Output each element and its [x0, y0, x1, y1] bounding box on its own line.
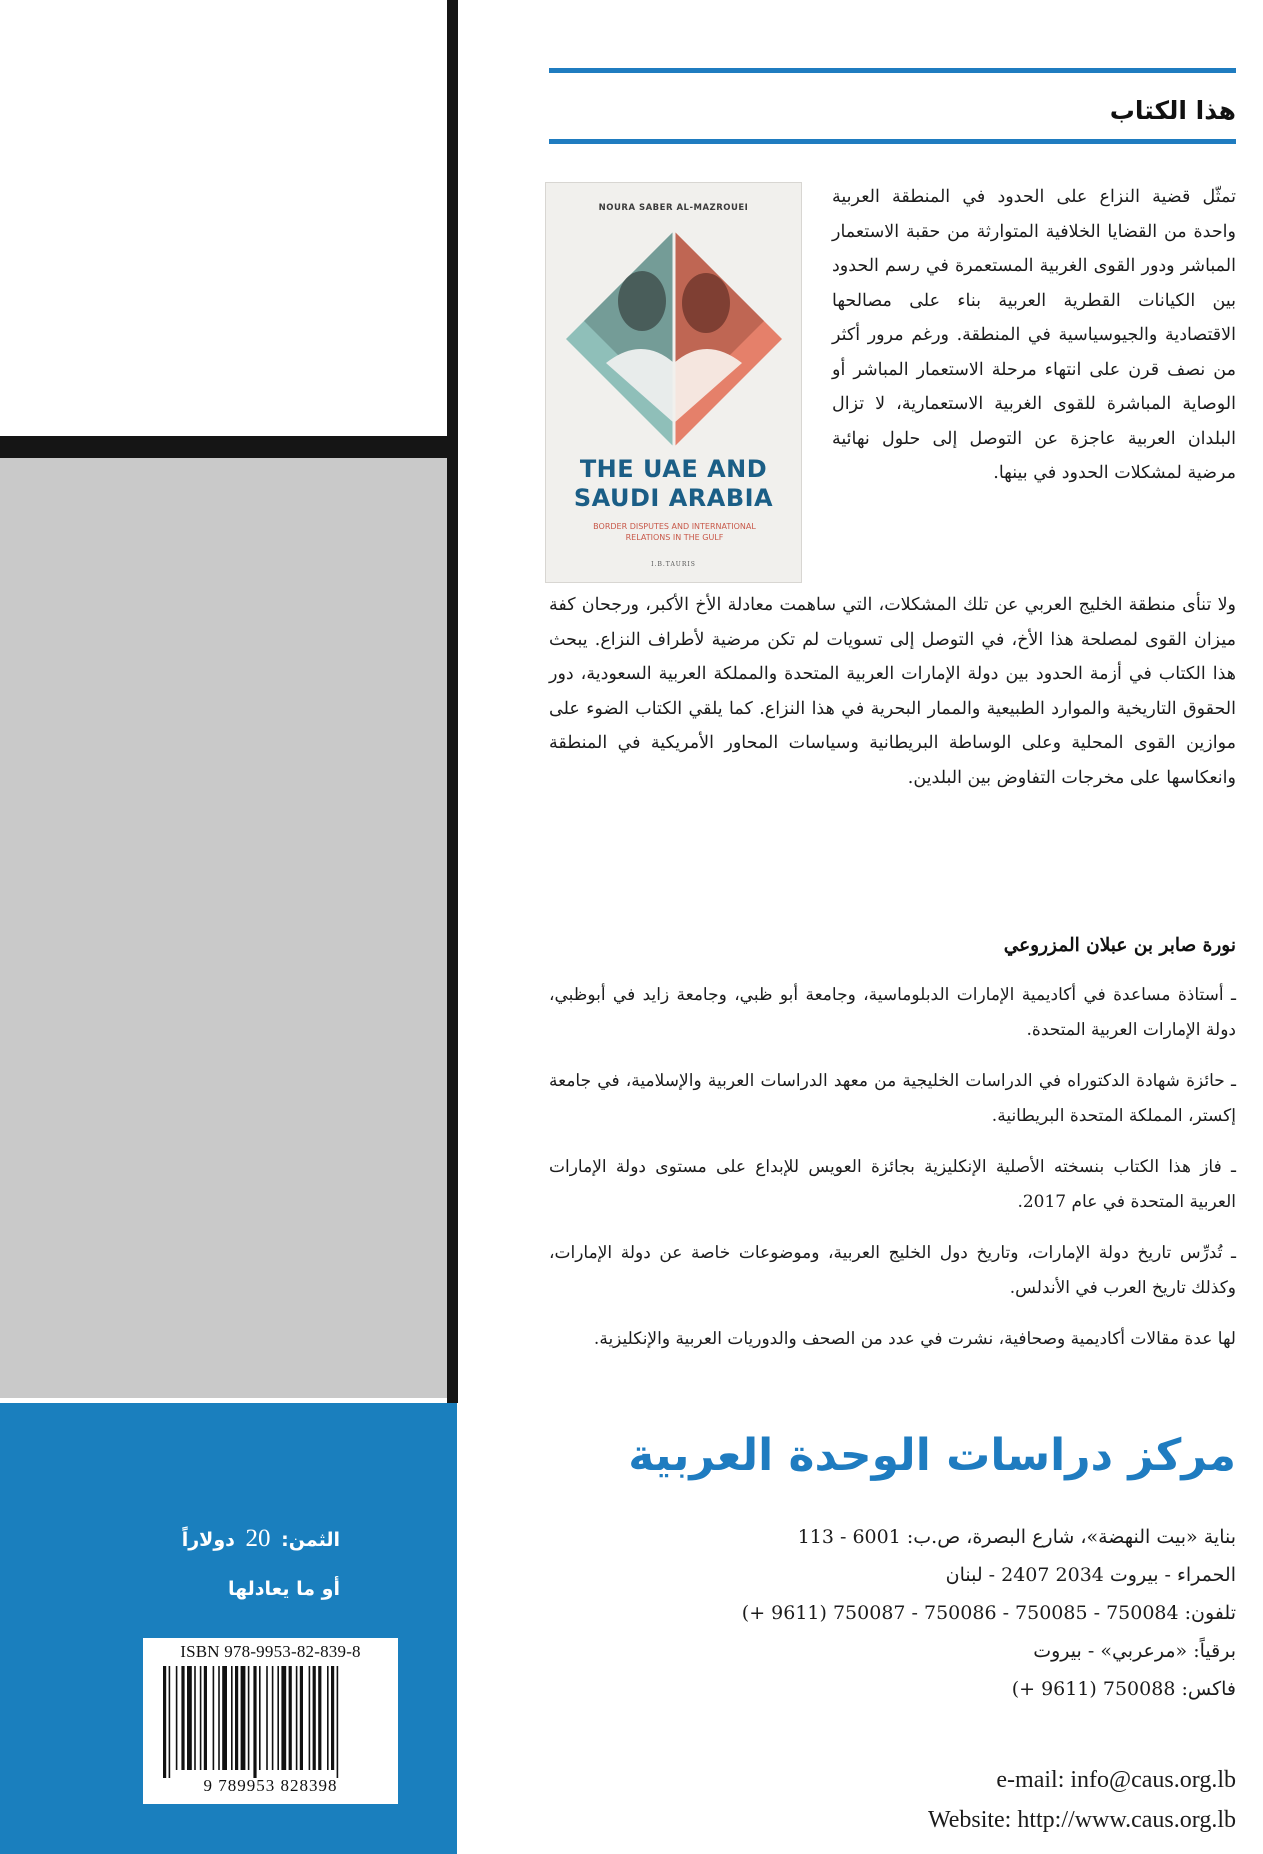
cover-subtitle: BORDER DISPUTES AND INTERNATIONAL RELATIONS IN THE GULF: [593, 522, 756, 542]
barcode-bar: [213, 1666, 215, 1770]
price: [150, 1525, 340, 1553]
horizontal-black-rule: [0, 436, 452, 458]
cover-portraits-image: [546, 223, 802, 455]
barcode-bar: [231, 1666, 233, 1770]
barcode-bar: [331, 1666, 334, 1770]
barcode-bar: [309, 1666, 311, 1770]
barcode-bar: [296, 1666, 298, 1770]
barcode-bar: [222, 1666, 227, 1770]
cover-title-line-1: THE UAE AND: [579, 455, 768, 483]
barcode-bar: [235, 1666, 238, 1770]
barcode-bar: [218, 1666, 220, 1770]
barcode-box: [143, 1638, 398, 1804]
barcode-bar: [200, 1666, 202, 1770]
author-bio: [549, 978, 1236, 1374]
email-line: e-mail: info@caus.org.lb: [996, 1767, 1236, 1793]
telegram-line: برقياً: «مرعربي» - بيروت: [1033, 1640, 1236, 1662]
barcode-bar: [176, 1666, 178, 1770]
publisher-contact: [600, 1518, 1236, 1708]
barcode-bar: [337, 1666, 339, 1778]
barcode-bar: [253, 1666, 256, 1778]
barcode-icon: [161, 1666, 381, 1778]
bio-item: ـ فاز هذا الكتاب بنسخته الأصلية الإنكليزية بجائزة العويس للإبداع على مستوى دولة الإمارات العربية المتحدة في عام 2017.: [549, 1157, 1236, 1212]
barcode-bar: [169, 1666, 171, 1778]
price-equivalent: أو ما يعادلها: [227, 1578, 340, 1600]
isbn: ISBN 978-9953-82-839-8: [180, 1642, 361, 1661]
bio-item: ـ حائزة شهادة الدكتوراه في الدراسات الخليجية من معهد الدراسات العربية والإسلامية، في جامعة إكستر، المملكة المتحدة البريطانية.: [549, 1071, 1236, 1126]
barcode-bar: [327, 1666, 329, 1770]
barcode-bar: [277, 1666, 279, 1770]
barcode-bar: [313, 1666, 316, 1770]
phone-line: تلفون: 750084 - 750085 - 750086 - 750087 (9611 +): [741, 1602, 1236, 1624]
bio-item: لها عدة مقالات أكاديمية وصحافية، نشرت في عدد من الصحف والدوريات العربية والإنكليزية.: [593, 1329, 1236, 1349]
section-title: هذا الكتاب: [1109, 96, 1236, 125]
author-name: نورة صابر بن عبلان المزروعي: [1003, 935, 1236, 956]
barcode-bar: [300, 1666, 303, 1770]
fax-line: فاكس: 750088 (9611 +): [1011, 1678, 1236, 1700]
barcode-bar: [204, 1666, 207, 1770]
left-gray-block: [0, 456, 447, 1398]
barcode-bar: [163, 1666, 166, 1778]
description-paragraph-2: ولا تنأى منطقة الخليج العربي عن تلك المشكلات، التي ساهمت معادلة الأخ الأكبر، ورجحان كفة ميزان القوى لمصلحة هذا الأخ، في التوصل إلى تسويات لم تكن مرضية لأطراف النزاع. يبحث هذا الكتاب في أزمة الحدود بين دولة الإمارات العربية المتحدة والمملكة العربية السعودية، دور الحقوق التاريخية والموارد الطبيعية والممار البحرية في هذا النزاع. كما يلقي الكتاب الضوء على موازين القوى المحلية وعلى الوساطة البريطانية وسياسات المحاور الأمريكية في المنطقة وانعكاسها على مخرجات التفاوض بين البلدين.: [549, 595, 1236, 788]
publisher-online: [600, 1760, 1236, 1840]
top-blue-rule: [549, 68, 1236, 73]
barcode-bar: [289, 1666, 292, 1770]
website-line: Website: http://www.caus.org.lb: [927, 1807, 1236, 1833]
barcode-bar: [281, 1666, 286, 1770]
price-unit: دولاراً: [181, 1529, 235, 1551]
barcode-bar: [272, 1666, 274, 1770]
left-white-block: [0, 0, 447, 437]
title-blue-rule: [549, 139, 1236, 144]
address-line-1: بناية «بيت النهضة»، شارع البصرة، ص.ب: 6001 - 113: [797, 1526, 1236, 1548]
barcode-bar: [259, 1666, 261, 1770]
description-paragraph-1: تمثّل قضية النزاع على الحدود في المنطقة العربية واحدة من القضايا الخلافية المتوارثة من حقبة الاستعمار المباشر ودور القوى الغربية المستعمرة في رسم الحدود بين الكيانات القطرية العربية بناء على مصالحها الاقتصادية والجيوسياسية في المنطقة. ورغم مرور أكثر من نصف قرن على انتهاء مرحلة الاستعمار المباشر أو الوصاية المباشرة للقوى الغربية الاستعمارية، لا تزال البلدان العربية عاجزة عن التوصل إلى حلول نهائية مرضية لمشكلات الحدود في بينها.: [832, 187, 1236, 483]
barcode-bar: [194, 1666, 196, 1770]
barcode-bar: [248, 1666, 250, 1770]
book-cover: [545, 182, 802, 583]
bio-item: ـ أستاذة مساعدة في أكاديمية الإمارات الدبلوماسية، وجامعة أبو ظبي، وجامعة زايد في أبوظبي، دولة الإمارات العربية المتحدة.: [549, 985, 1236, 1040]
vertical-black-rule: [447, 0, 458, 1403]
barcode-bar: [318, 1666, 321, 1770]
barcode-bar: [241, 1666, 246, 1770]
publisher-name: مركز دراسات الوحدة العربية: [628, 1430, 1236, 1481]
bio-item: ـ تُدرِّس تاريخ دولة الإمارات، وتاريخ دول الخليج العربية، وموضوعات خاصة عن دولة الإمارات، وكذلك تاريخ العرب في الأندلس.: [549, 1243, 1236, 1298]
barcode-bar: [187, 1666, 192, 1770]
price-amount: 20: [245, 1525, 271, 1552]
address-line-2: الحمراء - بيروت 2034 2407 - لبنان: [945, 1564, 1236, 1586]
cover-title-line-2: SAUDI ARABIA: [573, 484, 774, 512]
barcode-bar: [181, 1666, 184, 1770]
barcode-bar: [266, 1666, 268, 1770]
cover-author: NOURA SABER AL-MAZROUEI: [598, 203, 749, 213]
price-label: الثمن:: [281, 1529, 340, 1551]
barcode-digits: 9 789953 828398: [203, 1776, 338, 1795]
cover-publisher-mark: I.B.TAURIS: [651, 561, 696, 568]
